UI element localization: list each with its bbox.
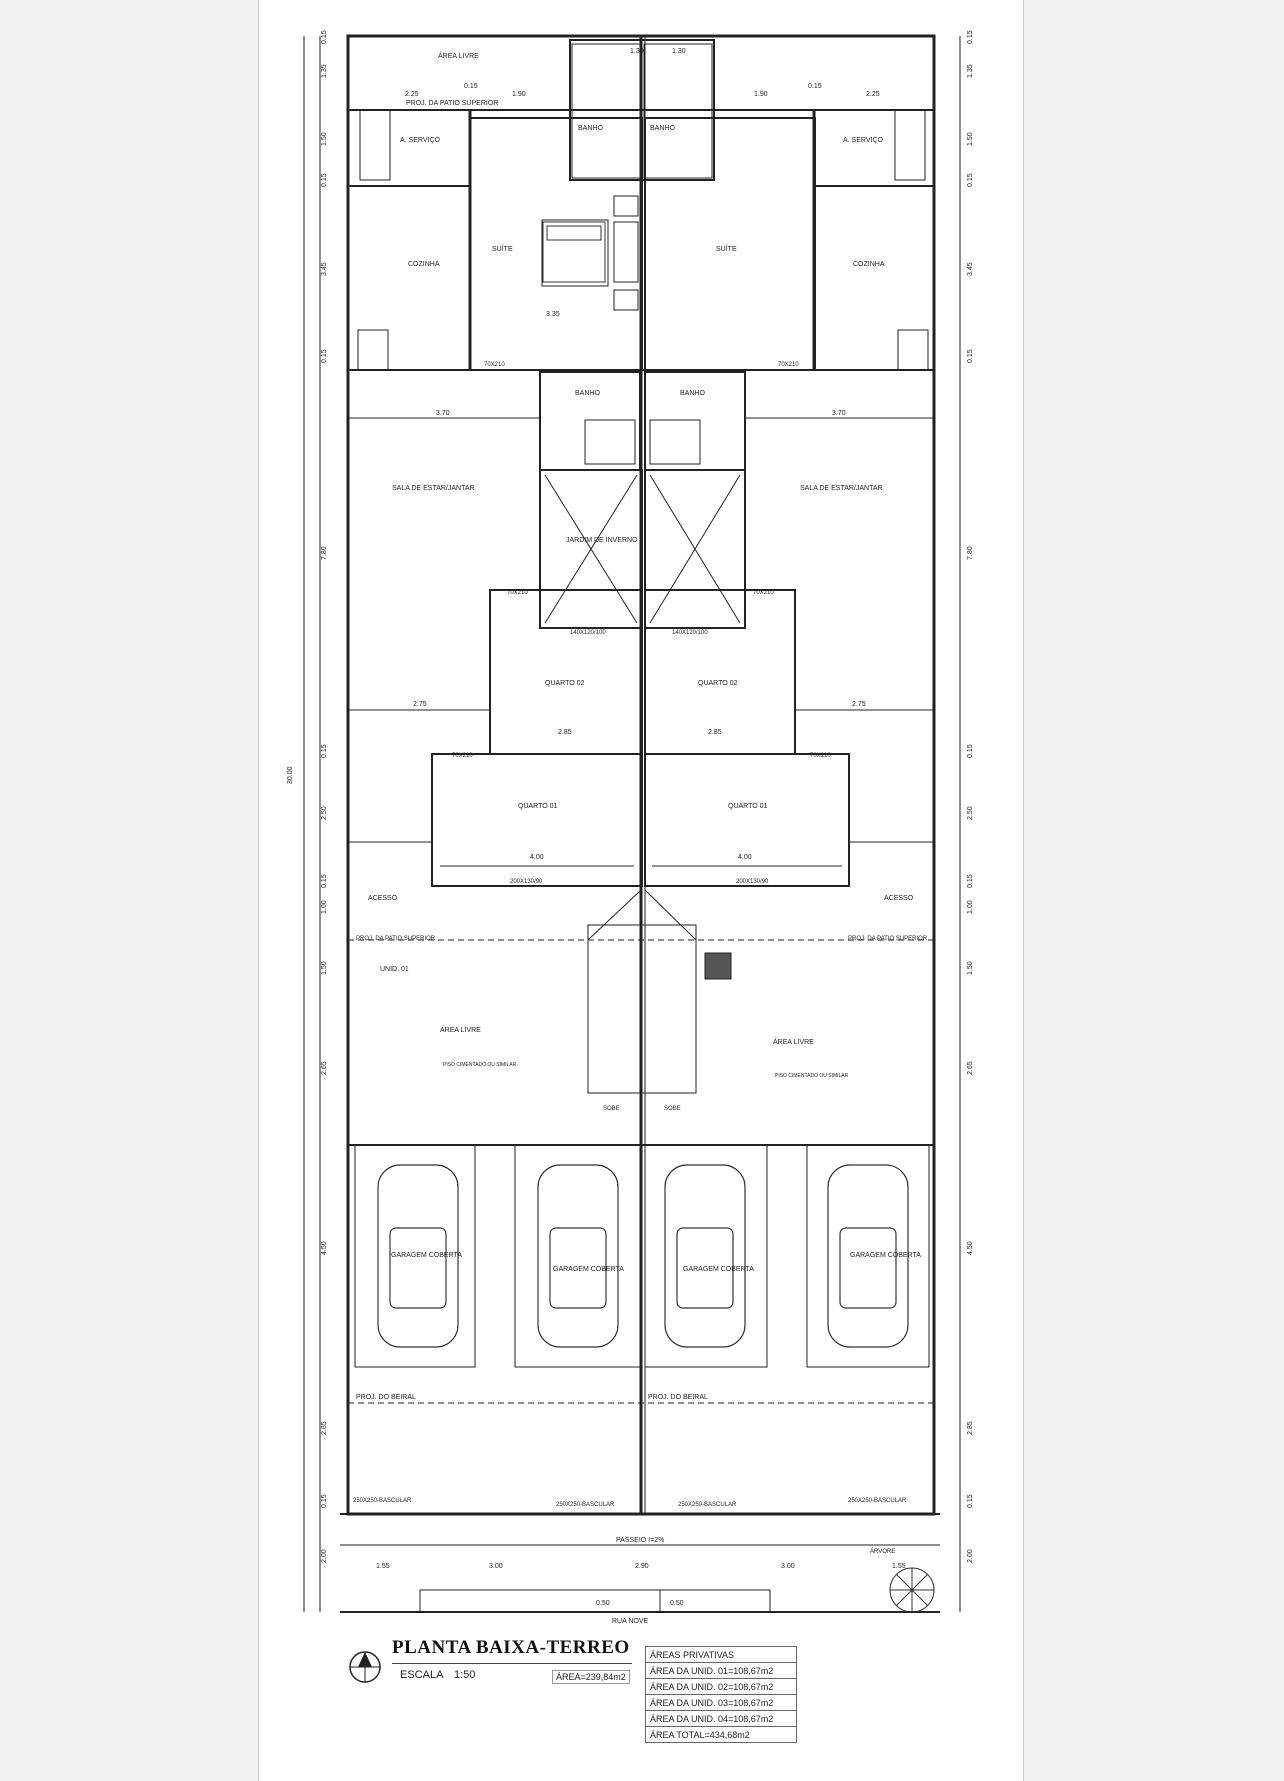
right-dim-label: 1.50 <box>967 132 974 146</box>
right-dim-label: 3.45 <box>967 262 974 276</box>
label-garagem-4: GARAGEM COBERTA <box>850 1252 921 1259</box>
left-dim-label: 1.35 <box>321 64 328 78</box>
areas-row-2: ÁREA DA UNID. 02=108,67m2 <box>646 1679 797 1695</box>
dim-4-00-l: 4.00 <box>530 854 544 861</box>
label-servico-l: A. SERVIÇO <box>400 137 440 144</box>
label-portao-1: 250X250-BASCULAR <box>556 1502 615 1508</box>
dim-0-50-l: 0.50 <box>596 1600 610 1607</box>
right-dim-label: 2.85 <box>967 1421 974 1435</box>
door-70x210-r: 70X210 <box>778 362 799 368</box>
label-acesso-l: ACESSO <box>368 895 398 902</box>
dim-2-25-l: 2.25 <box>405 91 419 98</box>
left-dim-label: 0.15 <box>321 744 328 758</box>
left-dim-label: 7.80 <box>321 546 328 560</box>
areas-row-1: ÁREA DA UNID. 01=108,67m2 <box>646 1663 797 1679</box>
label-sala-r: SALA DE ESTAR/JANTAR <box>800 485 883 492</box>
dim-3-70-r: 3.70 <box>832 410 846 417</box>
label-unid01: UNID. 01 <box>380 966 409 973</box>
label-servico-r: A. SERVIÇO <box>843 137 883 144</box>
label-acesso-r: ACESSO <box>884 895 914 902</box>
dim-1-90-l: 1.90 <box>512 91 526 98</box>
label-banho-top-l: BANHO <box>578 125 603 132</box>
label-garagem-3: GARAGEM COBERTA <box>683 1266 754 1273</box>
dim-3-35: 3.35 <box>546 311 560 318</box>
label-jardim: JARDIM DE INVERNO <box>566 537 638 544</box>
left-dim-label: 0.15 <box>321 874 328 888</box>
areas-row-total: ÁREA TOTAL=434,68m2 <box>646 1727 797 1743</box>
label-cozinha-l: COZINHA <box>408 261 440 268</box>
label-banho-r: BANHO <box>680 390 705 397</box>
right-dim-label: 1.35 <box>967 64 974 78</box>
right-dim-label: 2.00 <box>967 1549 974 1563</box>
dim-1-30-r: 1.30 <box>672 48 686 55</box>
window-200-r: 200X130/90 <box>736 879 769 885</box>
dim-4-00-r: 4.00 <box>738 854 752 861</box>
label-arvore: ÁRVORE <box>870 1549 896 1555</box>
left-dim-label: 1.50 <box>321 961 328 975</box>
left-dim-label: 3.45 <box>321 262 328 276</box>
scale-label: ESCALA <box>400 1669 444 1681</box>
drawing-area: ÁREA=239,84m2 <box>552 1670 630 1684</box>
areas-row-4: ÁREA DA UNID. 04=108,67m2 <box>646 1711 797 1727</box>
label-area-livre-l: ÁREA LIVRE <box>440 1027 481 1034</box>
right-dim-label: 0.15 <box>967 173 974 187</box>
dim-1-90-r: 1.90 <box>754 91 768 98</box>
dim-2-75-l: 2.75 <box>413 701 427 708</box>
scale-value: 1:50 <box>454 1669 476 1681</box>
right-dim-label: 1.00 <box>967 900 974 914</box>
right-dim-label: 0.15 <box>967 349 974 363</box>
label-area-livre-r: ÁREA LIVRE <box>773 1039 814 1046</box>
right-dim-label: 0.15 <box>967 1494 974 1508</box>
dim-1-55-l: 1.55 <box>376 1563 390 1570</box>
areas-row-3: ÁREA DA UNID. 03=108,67m2 <box>646 1695 797 1711</box>
left-dim-label: 0.15 <box>321 1494 328 1508</box>
dim-0-15-l: 0.15 <box>464 83 478 90</box>
label-banho-top-r: BANHO <box>650 125 675 132</box>
right-dim-label: 0.15 <box>967 874 974 888</box>
dim-3-00-l: 3.00 <box>489 1563 503 1570</box>
label-quarto02-r: QUARTO 02 <box>698 680 738 687</box>
label-cozinha-r: COZINHA <box>853 261 885 268</box>
left-dim-label: 0.15 <box>321 173 328 187</box>
right-dim-label: 2.65 <box>967 1061 974 1075</box>
label-piso-l: PISO CIMENTADO OU SIMILAR <box>443 1062 517 1068</box>
right-dim-label: 0.15 <box>967 30 974 44</box>
dim-1-30-l: 1.30 <box>630 48 644 55</box>
label-proj-patio-r: PROJ. DA PATIO SUPERIOR <box>848 936 928 942</box>
left-dim-label: 1.00 <box>321 900 328 914</box>
right-dim-label: 1.50 <box>967 961 974 975</box>
label-portao-l: 250X250-BASCULAR <box>353 1498 412 1504</box>
door-70x210-l: 70X210 <box>484 362 505 368</box>
label-proj-patio-l: PROJ. DA PATIO SUPERIOR <box>356 936 436 942</box>
drawing-title-block <box>392 1637 632 1689</box>
label-sala-l: SALA DE ESTAR/JANTAR <box>392 485 475 492</box>
dim-3-70-l: 3.70 <box>436 410 450 417</box>
label-garagem-1: GARAGEM COBERTA <box>391 1252 462 1259</box>
label-passeio: PASSEIO I=2% <box>616 1537 665 1544</box>
dim-0-50-r: 0.50 <box>670 1600 684 1607</box>
door-70x210-qr: 70X210 <box>810 753 831 759</box>
right-dim-label: 0.15 <box>967 744 974 758</box>
dim-2-85-r: 2.85 <box>708 729 722 736</box>
label-portao-r: 250X250-BASCULAR <box>848 1498 907 1504</box>
window-140-l: 140X120/100 <box>570 630 606 636</box>
label-suite-l: SUÍTE <box>492 246 513 253</box>
dim-2-25-r: 2.25 <box>866 91 880 98</box>
dim-1-55-r: 1.55 <box>892 1563 906 1570</box>
window-140-r: 140X120/100 <box>672 630 708 636</box>
label-suite-r: SUÍTE <box>716 246 737 253</box>
door-70x210-ql: 70X210 <box>452 753 473 759</box>
label-sobe-r: SOBE <box>664 1106 681 1112</box>
right-dim-label: 7.80 <box>967 546 974 560</box>
tree-symbol <box>890 1568 934 1612</box>
label-banho-l: BANHO <box>575 390 600 397</box>
left-dim-label: 0.15 <box>321 30 328 44</box>
left-dim-label: 4.50 <box>321 1241 328 1255</box>
label-quarto02-l: QUARTO 02 <box>545 680 585 687</box>
dim-3-00-r: 3.00 <box>781 1563 795 1570</box>
left-dim-label: 2.50 <box>321 806 328 820</box>
areas-table <box>645 1646 797 1743</box>
right-dim-label: 2.50 <box>967 806 974 820</box>
label-proj-beiral-r: PROJ. DO BEIRAL <box>648 1394 708 1401</box>
left-dim-label: 2.00 <box>321 1549 328 1563</box>
left-dim-label: 0.15 <box>321 349 328 363</box>
label-piso-r: PISO CIMENTADO OU SIMILAR <box>775 1073 849 1079</box>
label-garagem-2: GARAGEM COBERTA <box>553 1266 624 1273</box>
left-dim-label: 2.85 <box>321 1421 328 1435</box>
label-quarto01-r: QUARTO 01 <box>728 803 768 810</box>
door-70x210-jr: 70X210 <box>753 590 774 596</box>
north-arrow-icon <box>350 1652 380 1682</box>
dim-total: 30.00 <box>287 766 294 784</box>
label-proj-patio-top: PROJ. DA PATIO SUPERIOR <box>406 100 499 107</box>
dim-2-90: 2.90 <box>635 1563 649 1570</box>
label-portao-2: 250X250-BASCULAR <box>678 1502 737 1508</box>
label-rua: RUA NOVE <box>612 1618 649 1625</box>
door-70x210-jl: 70X210 <box>507 590 528 596</box>
window-200-l: 200X130/90 <box>510 879 543 885</box>
areas-table-header: ÁREAS PRIVATIVAS <box>646 1647 797 1663</box>
dim-0-15-r: 0.15 <box>808 83 822 90</box>
label-proj-beiral-l: PROJ. DO BEIRAL <box>356 1394 416 1401</box>
label-quarto01-l: QUARTO 01 <box>518 803 558 810</box>
label-sobe-l: SOBE <box>603 1106 620 1112</box>
drawing-title: PLANTA BAIXA-TERREO <box>392 1637 632 1664</box>
dim-2-75-r: 2.75 <box>852 701 866 708</box>
left-dim-label: 2.65 <box>321 1061 328 1075</box>
right-dim-label: 4.50 <box>967 1241 974 1255</box>
dim-2-85-l: 2.85 <box>558 729 572 736</box>
label-area-livre-top: ÁREA LIVRE <box>438 53 479 60</box>
left-dim-label: 1.50 <box>321 132 328 146</box>
